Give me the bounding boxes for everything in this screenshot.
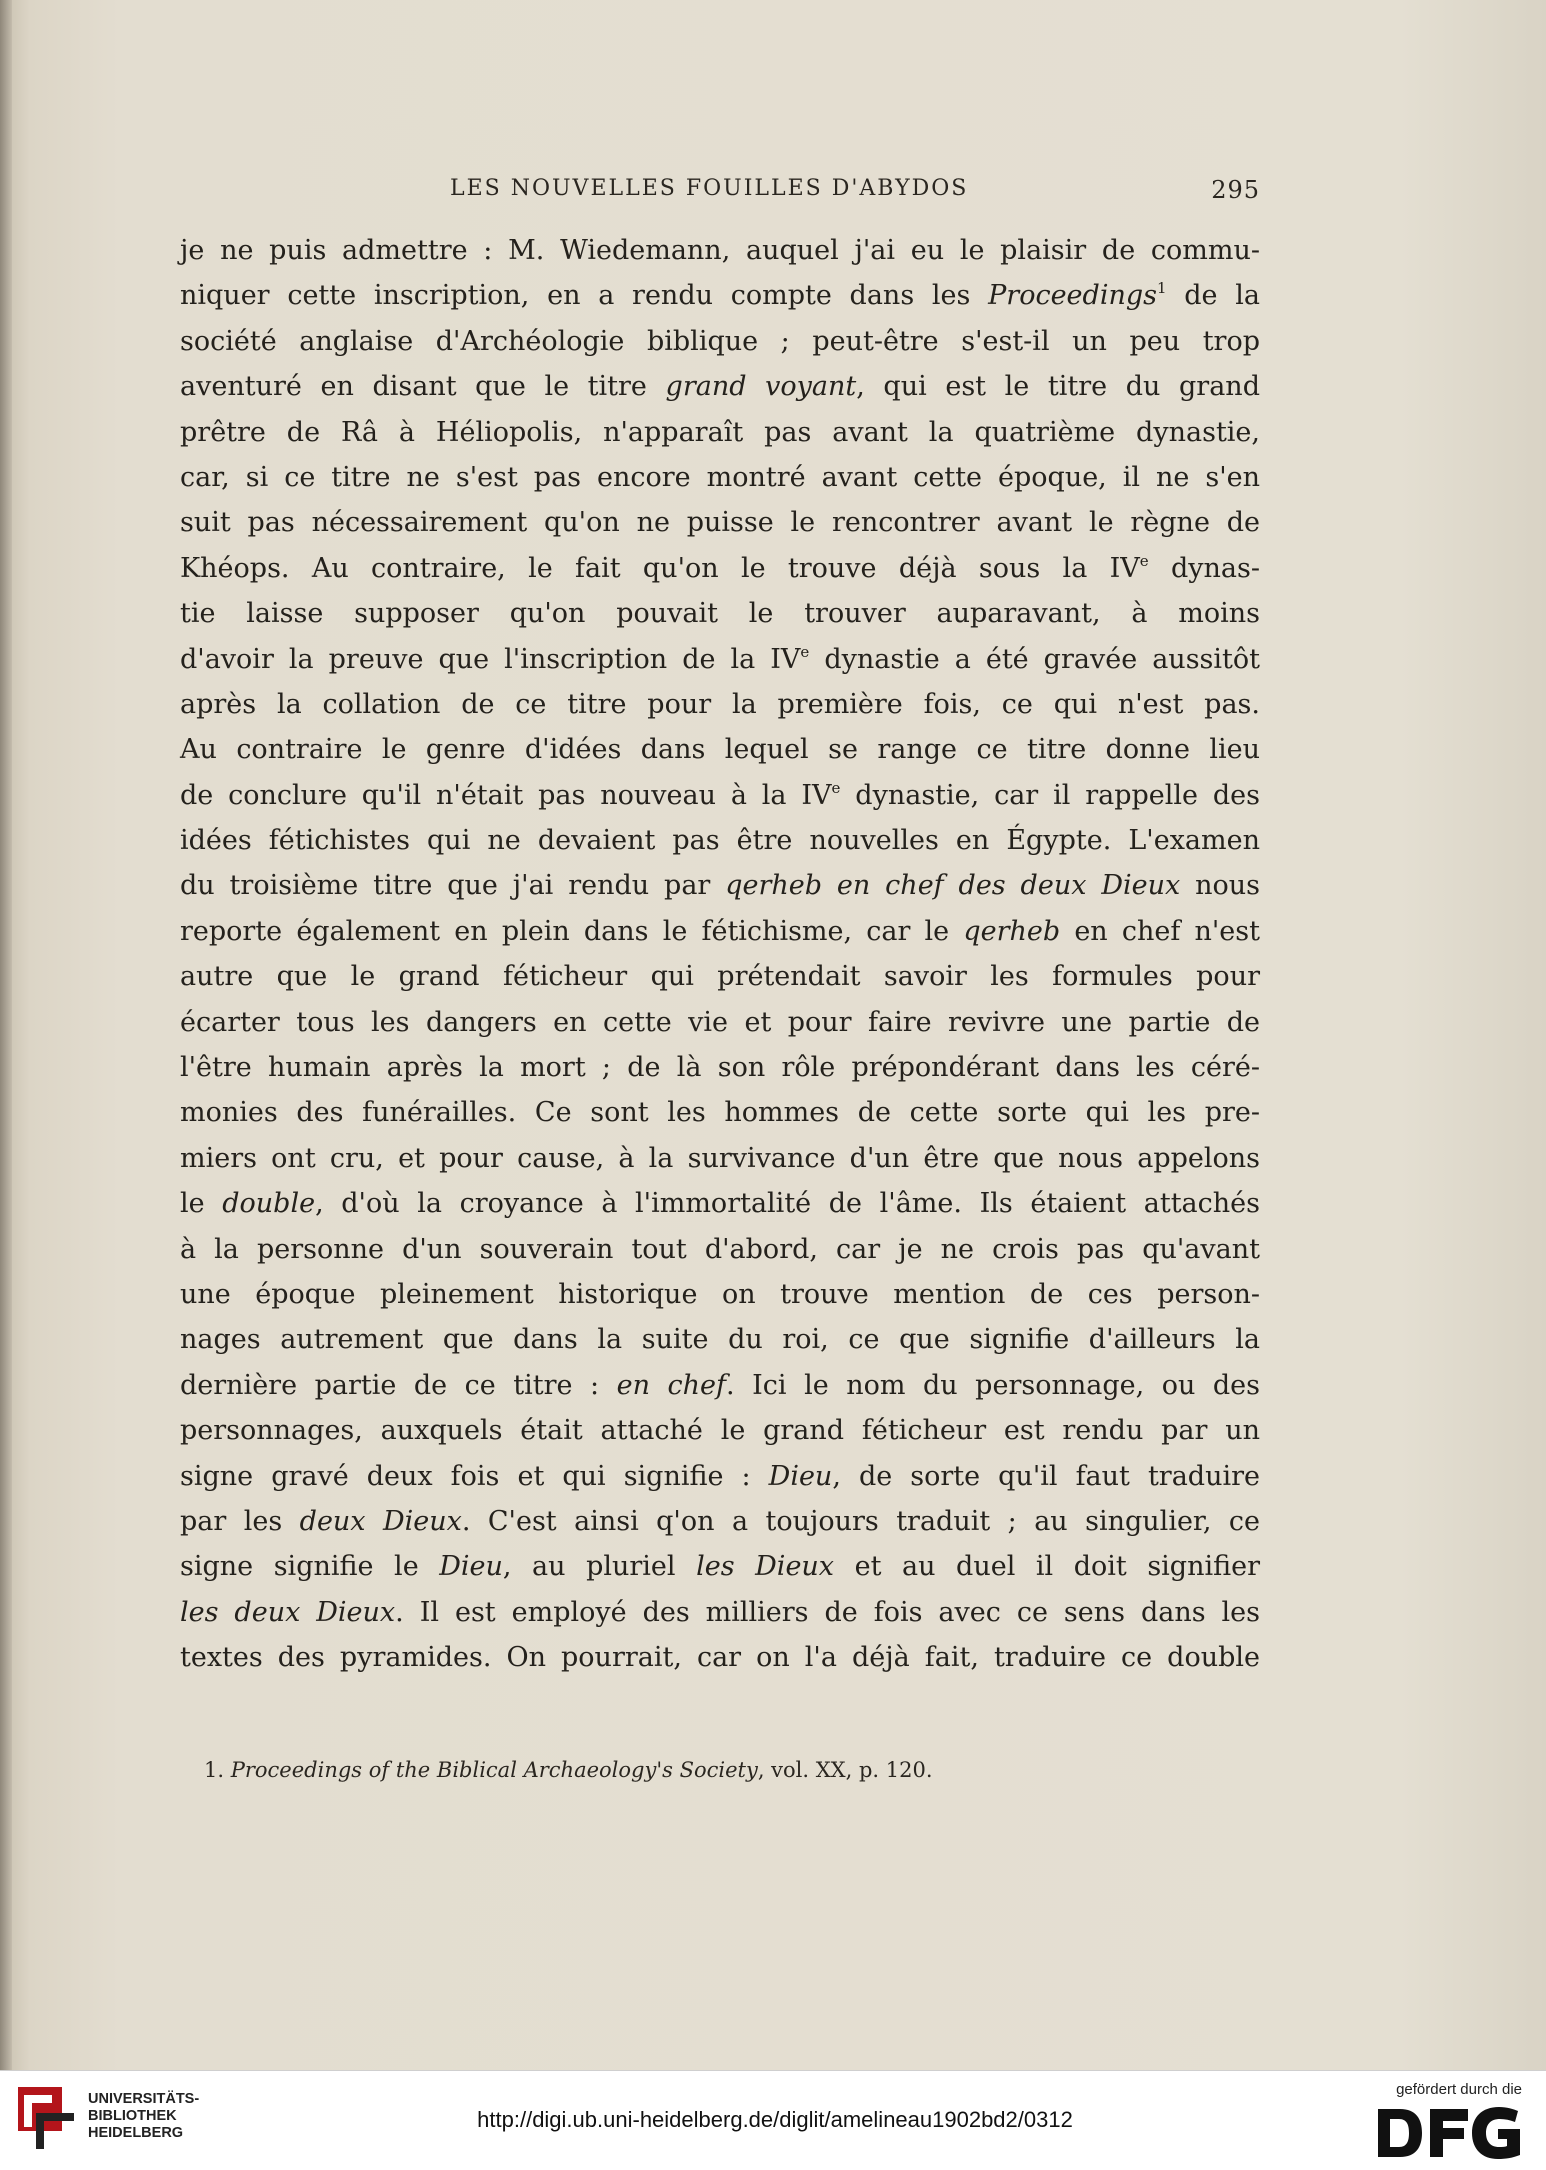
text-line: [180, 637, 1260, 682]
text-line: [180, 228, 1260, 273]
body-text: [180, 228, 1260, 1681]
text-line: [180, 1408, 1260, 1453]
text-run: tie laisse supposer qu'on pouvait le trouver auparavant, à moins: [180, 598, 1260, 630]
italic-term: Dieu: [768, 1460, 833, 1492]
text-run: nages autrement que dans la suite du roi, ce que signifie d'ailleurs la: [180, 1324, 1260, 1356]
text-run: après la collation de ce titre pour la première fois, ce qui n'est pas.: [180, 688, 1260, 720]
text-run: à la personne d'un souverain tout d'abord, car je ne crois pas qu'avant: [180, 1233, 1260, 1265]
text-line: [180, 727, 1260, 772]
text-line: [180, 1227, 1260, 1272]
superscript: 1: [1156, 279, 1167, 298]
text-run: par les: [180, 1505, 300, 1537]
text-line: [180, 1317, 1260, 1362]
italic-term: qerheb: [963, 915, 1061, 947]
text-line: [180, 1181, 1260, 1226]
italic-term: Proceedings: [988, 280, 1157, 312]
text-run: niquer cette inscription, en a rendu compte dans les: [180, 280, 989, 312]
italic-term: double: [222, 1188, 316, 1220]
ub-heidelberg-logo-icon[interactable]: [14, 2083, 84, 2158]
text-run: , qui est le titre du grand: [856, 371, 1260, 403]
text-run: dynastie, car il rappelle des: [840, 779, 1260, 811]
text-line: [180, 455, 1260, 500]
footnote-rest: , vol. XX, p. 120.: [757, 1758, 933, 1782]
text-run: dynastie a été gravée aussitôt: [809, 643, 1260, 675]
text-run: , au pluriel: [502, 1551, 697, 1583]
viewer-footer: [0, 2070, 1546, 2170]
library-name-line2: BIBLIOTHEK: [88, 2108, 177, 2124]
text-line: [180, 682, 1260, 727]
text-run: car, si ce titre ne s'est pas encore montré avant cette époque, il ne s'en: [180, 461, 1260, 493]
text-line: [180, 1544, 1260, 1589]
text-run: d'avoir la preuve que l'inscription de la IV: [180, 643, 801, 675]
text-run: de conclure qu'il n'était pas nouveau à la IV: [180, 779, 832, 811]
text-run: en chef n'est: [1060, 915, 1260, 947]
text-run: textes des pyramides. On pourrait, car on l'a déjà fait, traduire ce double: [180, 1642, 1260, 1674]
text-run: . Ici le nom du personnage, ou des: [726, 1369, 1260, 1401]
text-run: société anglaise d'Archéologie biblique ; peut-être s'est-il un peu trop: [180, 325, 1260, 357]
library-name-line3: HEIDELBERG: [88, 2125, 184, 2141]
text-run: signe gravé deux fois et qui signifie :: [180, 1460, 769, 1492]
text-line: [180, 546, 1260, 591]
text-run: miers ont cru, et pour cause, à la survivance d'un être que nous appelons: [180, 1142, 1260, 1174]
text-line: [180, 863, 1260, 908]
text-run: signe signifie le: [180, 1551, 440, 1583]
text-line: [180, 319, 1260, 364]
text-line: [180, 273, 1260, 318]
text-line: [180, 773, 1260, 818]
funding-label: gefördert durch die: [1396, 2081, 1522, 2098]
text-line: [180, 591, 1260, 636]
text-line: [180, 1090, 1260, 1135]
library-name-line1: UNIVERSITÄTS-: [88, 2091, 200, 2107]
text-line: [180, 1454, 1260, 1499]
italic-term: les Dieux: [696, 1551, 835, 1583]
text-line: [180, 954, 1260, 999]
text-run: dernière partie de ce titre :: [180, 1369, 617, 1401]
italic-term: grand voyant: [665, 371, 857, 403]
text-line: [180, 410, 1260, 455]
dfg-logo-icon[interactable]: [1374, 2105, 1524, 2161]
running-title: LES NOUVELLES FOUILLES D'ABYDOS: [450, 176, 969, 201]
text-run: Khéops. Au contraire, le fait qu'on le trouve déjà sous la IV: [180, 552, 1140, 584]
superscript: e: [831, 778, 841, 797]
text-run: l'être humain après la mort ; de là son rôle prépondérant dans les céré-: [180, 1052, 1260, 1084]
text-run: du troisième titre que j'ai rendu par: [180, 870, 726, 902]
italic-term: les deux Dieux: [180, 1596, 396, 1628]
text-line: [180, 1000, 1260, 1045]
text-run: nous: [1180, 870, 1260, 902]
text-run: dynas-: [1148, 552, 1260, 584]
text-line: [180, 1499, 1260, 1544]
footnote-title: Proceedings of the Biblical Archaeology's Society: [230, 1758, 758, 1782]
text-line: [180, 1635, 1260, 1680]
text-run: écarter tous les dangers en cette vie et pour faire revivre une partie de: [180, 1006, 1260, 1038]
text-line: [180, 909, 1260, 954]
text-run: . C'est ainsi q'on a toujours traduit ; au singulier, ce: [461, 1505, 1260, 1537]
italic-term: deux Dieux: [299, 1505, 462, 1537]
text-run: , d'où la croyance à l'immortalité de l'âme. Ils étaient attachés: [315, 1188, 1260, 1220]
running-head: [180, 176, 1260, 216]
text-run: prêtre de Râ à Héliopolis, n'apparaît pas avant la quatrième dynastie,: [180, 416, 1260, 448]
italic-term: Dieu: [439, 1551, 503, 1583]
text-run: et au duel il doit signifier: [834, 1551, 1261, 1583]
permalink-url[interactable]: http://digi.ub.uni-heidelberg.de/diglit/amelineau1902bd2/0312: [477, 2107, 1073, 2132]
text-run: le: [180, 1188, 223, 1220]
italic-term: en chef: [616, 1369, 727, 1401]
text-run: de la: [1166, 280, 1260, 312]
footnote: [204, 1758, 1204, 1782]
text-run: idées fétichistes qui ne devaient pas être nouvelles en Égypte. L'examen: [180, 825, 1260, 857]
footnote-number: 1.: [204, 1758, 225, 1782]
page-edge-shadow: [0, 0, 12, 2070]
library-name: [88, 2091, 199, 2142]
text-run: . Il est employé des milliers de fois avec ce sens dans les: [395, 1596, 1260, 1628]
text-run: reporte également en plein dans le fétichisme, car le: [180, 915, 964, 947]
text-line: [180, 1590, 1260, 1635]
text-run: personnages, auxquels était attaché le grand féticheur est rendu par un: [180, 1415, 1260, 1447]
text-line: [180, 1045, 1260, 1090]
page-number: 295: [1211, 176, 1260, 204]
italic-term: qerheb en chef des deux Dieux: [725, 870, 1181, 902]
text-run: une époque pleinement historique on trouve mention de ces person-: [180, 1278, 1260, 1310]
text-line: [180, 818, 1260, 863]
text-run: Au contraire le genre d'idées dans lequel se range ce titre donne lieu: [180, 734, 1260, 766]
text-run: monies des funérailles. Ce sont les hommes de cette sorte qui les pre-: [180, 1097, 1260, 1129]
text-run: autre que le grand féticheur qui prétendait savoir les formules pour: [180, 961, 1260, 993]
text-run: aventuré en disant que le titre: [180, 371, 666, 403]
text-line: [180, 1136, 1260, 1181]
text-run: , de sorte qu'il faut traduire: [832, 1460, 1260, 1492]
text-line: [180, 1272, 1260, 1317]
text-line: [180, 364, 1260, 409]
superscript: e: [1139, 551, 1149, 570]
text-run: je ne puis admettre : M. Wiedemann, auquel j'ai eu le plaisir de commu-: [180, 235, 1260, 266]
text-line: [180, 500, 1260, 545]
text-line: [180, 1363, 1260, 1408]
superscript: e: [800, 642, 810, 661]
text-run: suit pas nécessairement qu'on ne puisse le rencontrer avant le règne de: [180, 507, 1260, 539]
